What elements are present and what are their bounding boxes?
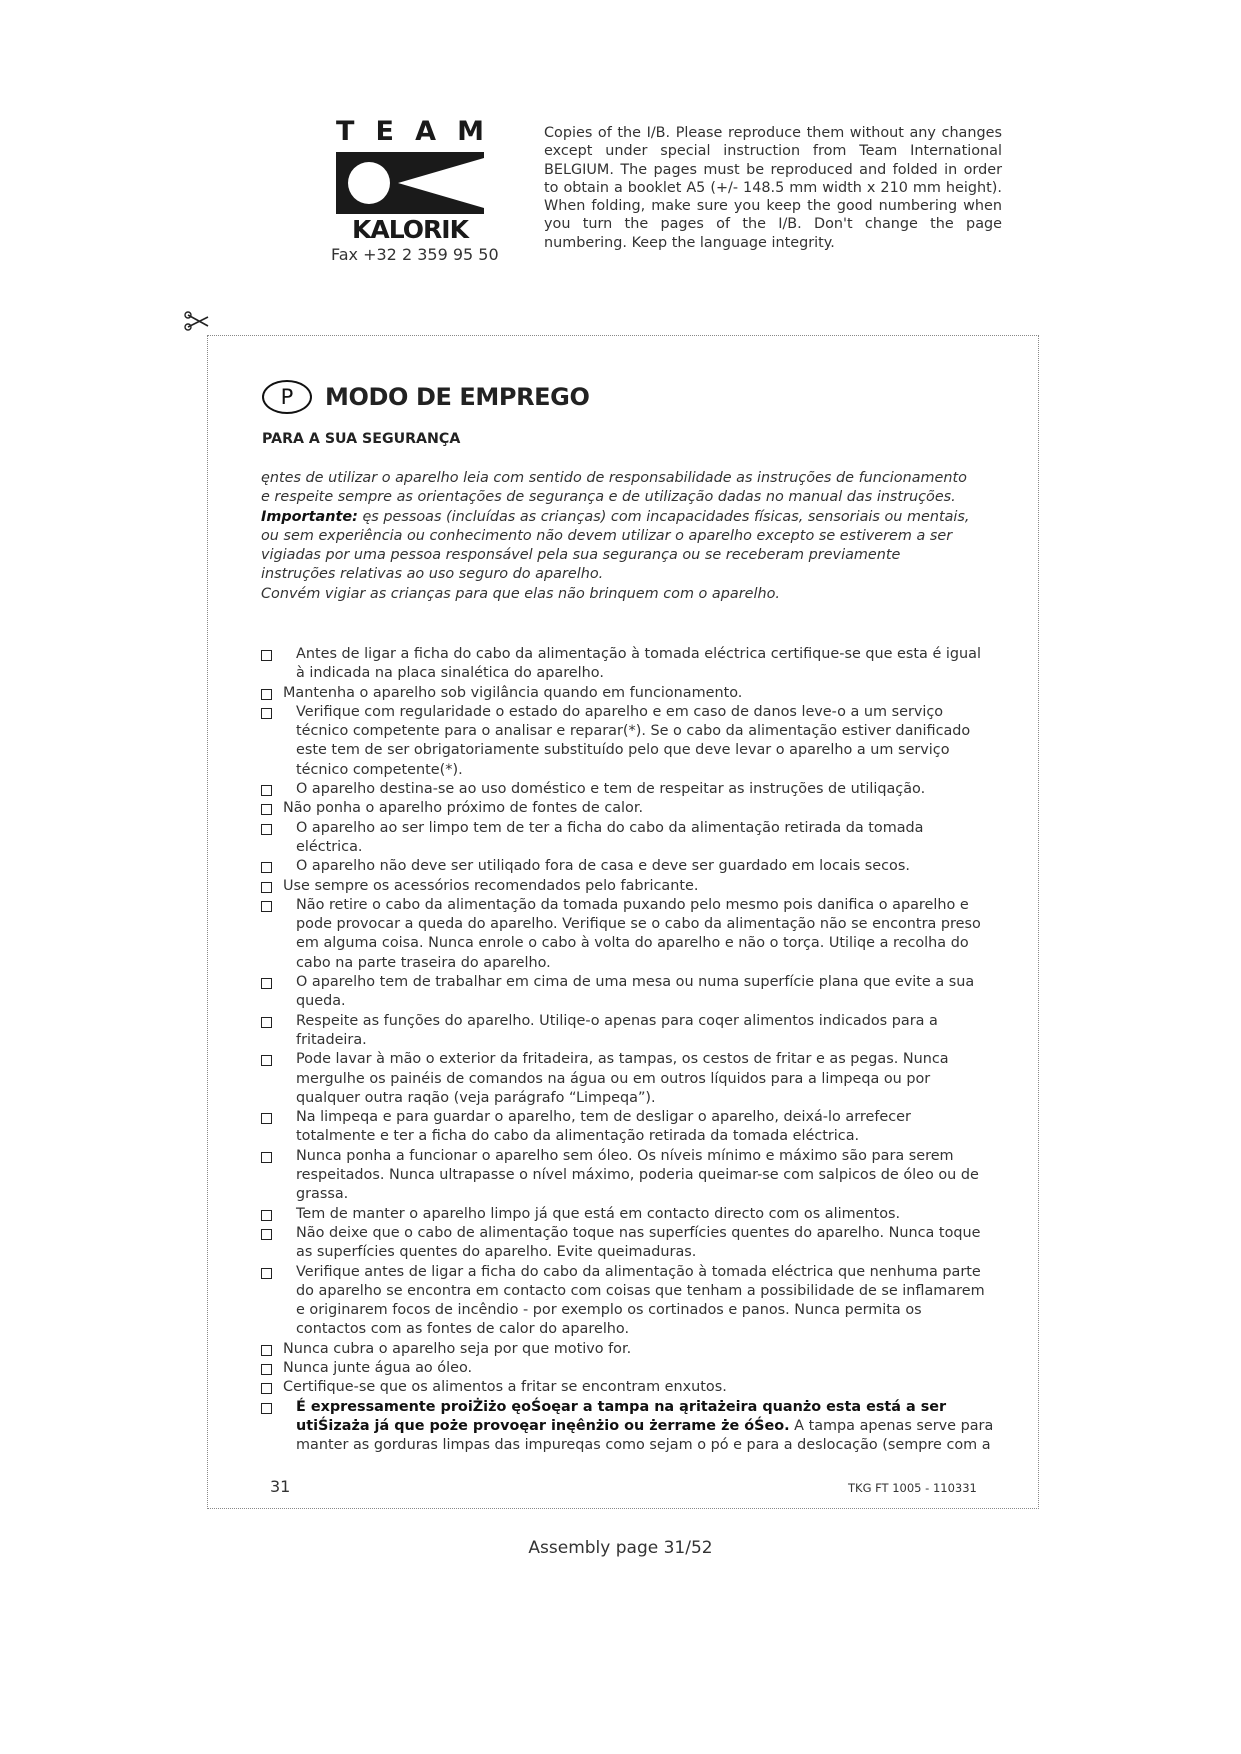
safety-heading: PARA A SUA SEGURANÇA xyxy=(262,431,461,447)
list-item xyxy=(261,1012,994,1051)
checkbox-bullet-icon xyxy=(261,804,272,815)
checkbox-bullet-icon xyxy=(261,1152,272,1163)
checkbox-bullet-icon xyxy=(261,882,272,893)
logo-letter: E xyxy=(375,116,394,147)
logo-letter: A xyxy=(415,116,436,147)
list-item xyxy=(261,1147,994,1205)
list-item xyxy=(261,780,994,799)
checkbox-bullet-icon xyxy=(261,1403,272,1414)
list-item xyxy=(261,1050,994,1108)
checkbox-bullet-icon xyxy=(261,785,272,796)
important-text: ęs pessoas (incluídas as crianças) com incapacidades físicas, sensoriais ou mentais, ou sem experiência ou conhecimento não devem utilizar o aparelho excepto se estiverem a ser vigiadas por uma pessoa responsável pela sua segurança ou se receberam previamente instruções relativas ao uso seguro do aparelho. xyxy=(261,508,970,583)
rule-text: Certifique-se que os alimentos a fritar se encontram enxutos. xyxy=(283,1379,727,1396)
list-item xyxy=(261,684,994,703)
list-item xyxy=(261,973,994,1012)
checkbox-bullet-icon xyxy=(261,650,272,661)
list-item xyxy=(261,1108,994,1147)
rule-text: Mantenha o aparelho sob vigilância quando em funcionamento. xyxy=(283,684,743,701)
checkbox-bullet-icon xyxy=(261,1364,272,1375)
list-item xyxy=(261,819,994,858)
checkbox-bullet-icon xyxy=(261,1268,272,1279)
checkbox-bullet-icon xyxy=(261,978,272,989)
checkbox-bullet-icon xyxy=(261,1383,272,1394)
intro-text xyxy=(261,469,976,604)
checkbox-bullet-icon xyxy=(261,1055,272,1066)
scissors-icon xyxy=(184,311,210,331)
page-title: MODO DE EMPREGO xyxy=(325,383,590,411)
checkbox-bullet-icon xyxy=(261,862,272,873)
rule-text: Tem de manter o aparelho limpo já que está em contacto directo com os alimentos. xyxy=(296,1205,901,1222)
list-item xyxy=(261,1359,994,1378)
checkbox-bullet-icon xyxy=(261,1017,272,1028)
rule-text: Verifique com regularidade o estado do aparelho e em caso de danos leve-o a um serviço técnico competente para o analisar e reparar(*). Se o cabo da alimentação estiver danificado este tem de ser obrigatoriamente substituído pelo que deve levar o aparelho a um serviço técnico competente(*). xyxy=(296,703,971,778)
assembly-page-label: Assembly page 31/52 xyxy=(528,1538,713,1558)
safety-rules-list xyxy=(261,645,994,1455)
rule-text: O aparelho não deve ser utiliqado fora de casa e deve ser guardado em locais secos. xyxy=(296,858,910,875)
rule-text: O aparelho ao ser limpo tem de ter a ficha do cabo da alimentação retirada da tomada eléctrica. xyxy=(296,819,924,855)
team-kalorik-logo xyxy=(336,118,484,244)
important-paragraph xyxy=(261,508,976,585)
rule-text: Não deixe que o cabo de alimentação toque nas superfícies quentes do aparelho. Nunca toque as superfícies quentes do aparelho. Evite queimaduras. xyxy=(296,1224,981,1261)
language-badge: P xyxy=(262,380,312,414)
list-item xyxy=(261,1340,994,1359)
checkbox-bullet-icon xyxy=(261,1210,272,1221)
list-item xyxy=(261,645,994,684)
rule-text: Na limpeqa e para guardar o aparelho, tem de desligar o aparelho, deixá-lo arrefecer totalmente e ter a ficha do cabo da alimentação retirada da tomada eléctrica. xyxy=(296,1109,911,1145)
list-item xyxy=(261,1205,994,1224)
checkbox-bullet-icon xyxy=(261,689,272,700)
rule-text: Nunca cubra o aparelho seja por que motivo for. xyxy=(283,1340,632,1357)
list-item xyxy=(261,1263,994,1340)
checkbox-bullet-icon xyxy=(261,901,272,912)
rule-text: Não retire o cabo da alimentação da tomada puxando pelo mesmo pois danifica o aparelho e pode provocar a queda do aparelho. Verifique se o cabo da alimentação não se encontra preso em alguma coisa. Nunca enrole o cabo à volta do aparelho e não o torça. Utiliqe a recolha do cabo na parte traseira do aparelho. xyxy=(296,896,981,971)
rule-text: Nunca junte água ao óleo. xyxy=(283,1359,473,1376)
kalorik-k-icon xyxy=(336,152,484,214)
checkbox-bullet-icon xyxy=(261,1113,272,1124)
document-code: TKG FT 1005 - 110331 xyxy=(848,1481,977,1495)
rule-warning-bold: É expressamente proiŻiżo ęoŚoęar a tampa na ąritażeira quanżo esta está a ser utiŚizaża já que poże provoęar inęênżio ou żerrame że óŚeo. xyxy=(296,1398,947,1434)
rule-text: Use sempre os acessórios recomendados pelo fabricante. xyxy=(283,877,699,894)
rule-text: Antes de ligar a ficha do cabo da alimentação à tomada eléctrica certifique-se que esta é igual à indicada na placa sinalética do aparelho. xyxy=(296,646,981,682)
rule-text: Nunca ponha a funcionar o aparelho sem óleo. Os níveis mínimo e máximo são para serem respeitados. Nunca ultrapasse o nível máximo, poderia queimar-se com salpicos de óleo ou de grassa. xyxy=(296,1147,979,1203)
intro-paragraph: ęntes de utilizar o aparelho leia com sentido de responsabilidade as instruções de funcionamento e respeite sempre as orientações de segurança e de utilização dadas no manual das instruções. xyxy=(261,470,967,506)
rule-text: O aparelho tem de trabalhar em cima de uma mesa ou numa superfície plana que evite a sua queda. xyxy=(296,974,975,1010)
logo-brand-word: KALORIK xyxy=(352,215,468,244)
list-item xyxy=(261,703,994,780)
checkbox-bullet-icon xyxy=(261,1345,272,1356)
important-label: Importante: xyxy=(261,508,358,525)
checkbox-bullet-icon xyxy=(261,708,272,719)
rule-text: O aparelho destina-se ao uso doméstico e tem de respeitar as instruções de utiliqação. xyxy=(296,781,926,798)
list-item xyxy=(261,877,994,896)
list-item xyxy=(261,1224,994,1263)
list-item xyxy=(261,1378,994,1397)
copy-instructions: Copies of the I/B. Please reproduce them without any changes except under special instruction from Team International BELGIUM. The pages must be reproduced and folded in order to obtain a booklet A5 (+/- 148.5 mm width x 210 mm height). When folding, make sure you keep the good numbering when you turn the pages of the I/B. Don't change the page numbering. Keep the language integrity. xyxy=(544,125,1002,251)
fax-number: Fax +32 2 359 95 50 xyxy=(331,245,499,264)
list-item xyxy=(261,896,994,973)
list-item xyxy=(261,1398,994,1456)
rule-text: Não ponha o aparelho próximo de fontes de calor. xyxy=(283,800,644,817)
rule-text: A tampa apenas serve para manter as gorduras limpas das impureqas como sejam o pó e para a deslocação (sempre com a xyxy=(296,1417,994,1454)
list-item xyxy=(261,799,994,818)
rule-text: Pode lavar à mão o exterior da fritadeira, as tampas, os cestos de fritar e as pegas. Nunca mergulhe os painéis de comandos na água ou em outros líquidos para a limpeqa ou por qualquer outra raqão (veja parágrafo “Limpeqa”). xyxy=(296,1051,949,1106)
checkbox-bullet-icon xyxy=(261,1229,272,1240)
logo-letter: T xyxy=(336,116,355,147)
logo-team-word xyxy=(336,118,484,145)
list-item xyxy=(261,857,994,876)
supervision-paragraph: Convém vigiar as crianças para que elas não brinquem com o aparelho. xyxy=(261,585,780,602)
section-title xyxy=(262,380,589,414)
checkbox-bullet-icon xyxy=(261,824,272,835)
rule-text: Verifique antes de ligar a ficha do cabo da alimentação à tomada eléctrica que nenhuma parte do aparelho se encontra em contacto com coisas que tenham a possibilidade de se inflamarem e originarem focos de incêndio - por exemplo os cortinados e panos. Nunca permita os contactos com as fontes de calor do aparelho. xyxy=(296,1263,985,1338)
page-number: 31 xyxy=(270,1477,291,1496)
rule-text: Respeite as funções do aparelho. Utiliqe-o apenas para coqer alimentos indicados para a fritadeira. xyxy=(296,1012,938,1048)
logo-letter: M xyxy=(457,116,484,147)
